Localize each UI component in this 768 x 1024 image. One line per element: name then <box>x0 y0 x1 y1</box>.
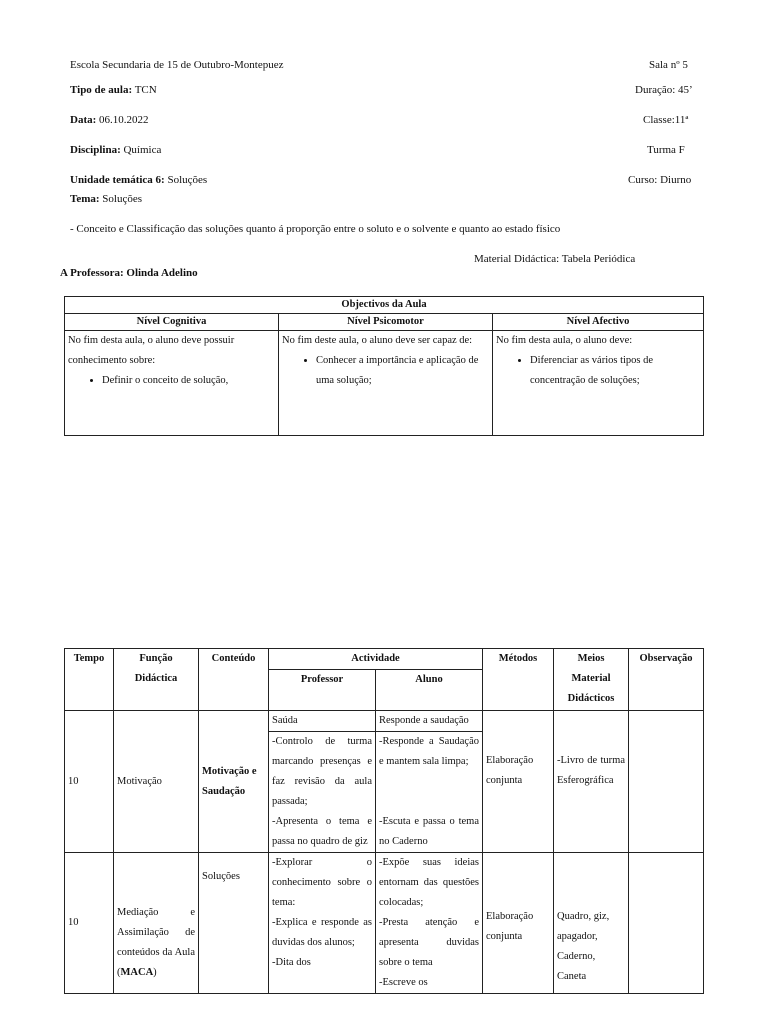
lesson-plan-table <box>64 648 704 994</box>
row1-aluno-2 <box>376 732 483 853</box>
cognitive-cell <box>65 331 279 436</box>
row2-prof-text: -Explorar o conhecimento sobre o tema: <box>272 857 372 908</box>
header-actividade: Actividade <box>269 649 483 670</box>
row1-aluno-3-text: -Escuta e passa o tema no Caderno <box>379 816 479 847</box>
row1-metodos: Elaboração conjunta <box>483 711 554 853</box>
row2-tempo: 10 <box>65 853 114 994</box>
header-observacao: Observação <box>629 649 704 711</box>
header-metodos: Métodos <box>483 649 554 711</box>
cognitive-intro: No fim desta aula, o aluno deve possuir conhecimento sobre: <box>68 335 235 366</box>
psychomotor-intro: No fim deste aula, o aluno deve ser capaz de: <box>282 335 473 346</box>
theme <box>70 193 142 205</box>
theme-value: Soluções <box>99 193 143 205</box>
row1-prof-2-text: -Controlo de turma marcando presenças e faz revisão da aula passada; <box>272 736 372 807</box>
row1-prof-3-text: -Apresenta o tema e passa no quadro de giz <box>272 816 372 847</box>
lesson-type-label: Tipo de aula: <box>70 84 133 96</box>
date-label: Data: <box>70 114 97 126</box>
unit <box>70 174 207 186</box>
row2-prof <box>269 853 376 994</box>
affective-bullet: • Diferenciar as vários tipos de concentração de soluções; <box>530 351 700 391</box>
unit-value: Soluções <box>164 174 208 186</box>
date-value: 06.10.2022 <box>96 114 149 126</box>
material-line: Material Didáctica: Tabela Periódica <box>474 253 636 265</box>
date <box>70 114 149 126</box>
row2-prof-3-text: -Dita dos <box>272 957 311 968</box>
header-professor: Professor <box>269 670 376 711</box>
row2-observacao <box>629 853 704 994</box>
header-conteudo: Conteúdo <box>199 649 269 711</box>
duration: Duração: 45’ <box>635 84 693 96</box>
lesson-type <box>70 84 157 96</box>
header-aluno: Aluno <box>376 670 483 711</box>
room: Sala nº 5 <box>649 59 688 71</box>
psychomotor-cell <box>279 331 493 436</box>
row2-aluno <box>376 853 483 994</box>
lesson-type-value: TCN <box>132 84 157 96</box>
row1-funcao: Motivação <box>114 711 199 853</box>
col-psychomotor: Nível Psicomotor <box>279 314 493 331</box>
cognitive-bullet: • Definir o conceito de solução, <box>102 371 275 391</box>
row2-aluno-2-text: -Presta atenção e apresenta duvidas sobre o tema <box>379 917 479 968</box>
turma: Turma F <box>647 144 685 156</box>
theme-label: Tema: <box>70 193 100 205</box>
col-cognitive: Nível Cognitiva <box>65 314 279 331</box>
row2-funcao-end: ) <box>153 967 157 978</box>
objectives-table <box>64 296 704 436</box>
header-meios: Meios Material Didácticos <box>554 649 629 711</box>
unit-label: Unidade temática 6: <box>70 174 165 186</box>
row2-prof-2-text: -Explica e responde as duvidas dos alunos; <box>272 917 372 948</box>
teacher-name: A Professora: Olinda Adelino <box>60 267 198 279</box>
discipline <box>70 144 161 156</box>
discipline-value: Química <box>120 144 162 156</box>
row2-funcao-text: Mediação e Assimilação de conteúdos da Aula ( <box>117 907 195 978</box>
row1-conteudo: Motivação e Saudação <box>199 711 269 853</box>
concept-line: - Conceito e Classificação das soluções quanto á proporção entre o soluto e o solvente e quanto ao estado físico <box>70 223 561 235</box>
discipline-label: Disciplina: <box>70 144 121 156</box>
row2-funcao-bold: MACA <box>120 967 154 978</box>
row1-observacao <box>629 711 704 853</box>
row1-prof-2 <box>269 732 376 853</box>
row1-prof-1: Saúda <box>269 711 376 732</box>
row2-aluno-text: -Expõe suas ideias entornam das questões colocadas; <box>379 857 479 908</box>
header-tempo: Tempo <box>65 649 114 711</box>
course: Curso: Diurno <box>628 174 692 186</box>
row2-conteudo: Soluções <box>199 853 269 994</box>
row1-aluno-2-text: -Responde a Saudação e mantem sala limpa; <box>379 736 479 767</box>
row2-aluno-3-text: -Escreve os <box>379 977 428 988</box>
psychomotor-bullet: • Conhecer a importância e aplicação de uma solução; <box>316 351 489 391</box>
school-name: Escola Secundaria de 15 de Outubro-Montepuez <box>70 59 284 71</box>
row1-aluno-1: Responde a saudação <box>376 711 483 732</box>
row2-meios: Quadro, giz, apagador, Caderno, Caneta <box>554 853 629 994</box>
class-grade: Classe:11ª <box>643 114 689 126</box>
affective-intro: No fim desta aula, o aluno deve: <box>496 335 633 346</box>
objectives-title: Objectivos da Aula <box>65 297 704 314</box>
affective-cell <box>493 331 704 436</box>
row1-tempo: 10 <box>65 711 114 853</box>
col-affective: Nível Afectivo <box>493 314 704 331</box>
row2-metodos: Elaboração conjunta <box>483 853 554 994</box>
row2-funcao <box>114 853 199 994</box>
row1-meios: -Livro de turma Esferográfica <box>554 711 629 853</box>
header-funcao: Função Didáctica <box>114 649 199 711</box>
